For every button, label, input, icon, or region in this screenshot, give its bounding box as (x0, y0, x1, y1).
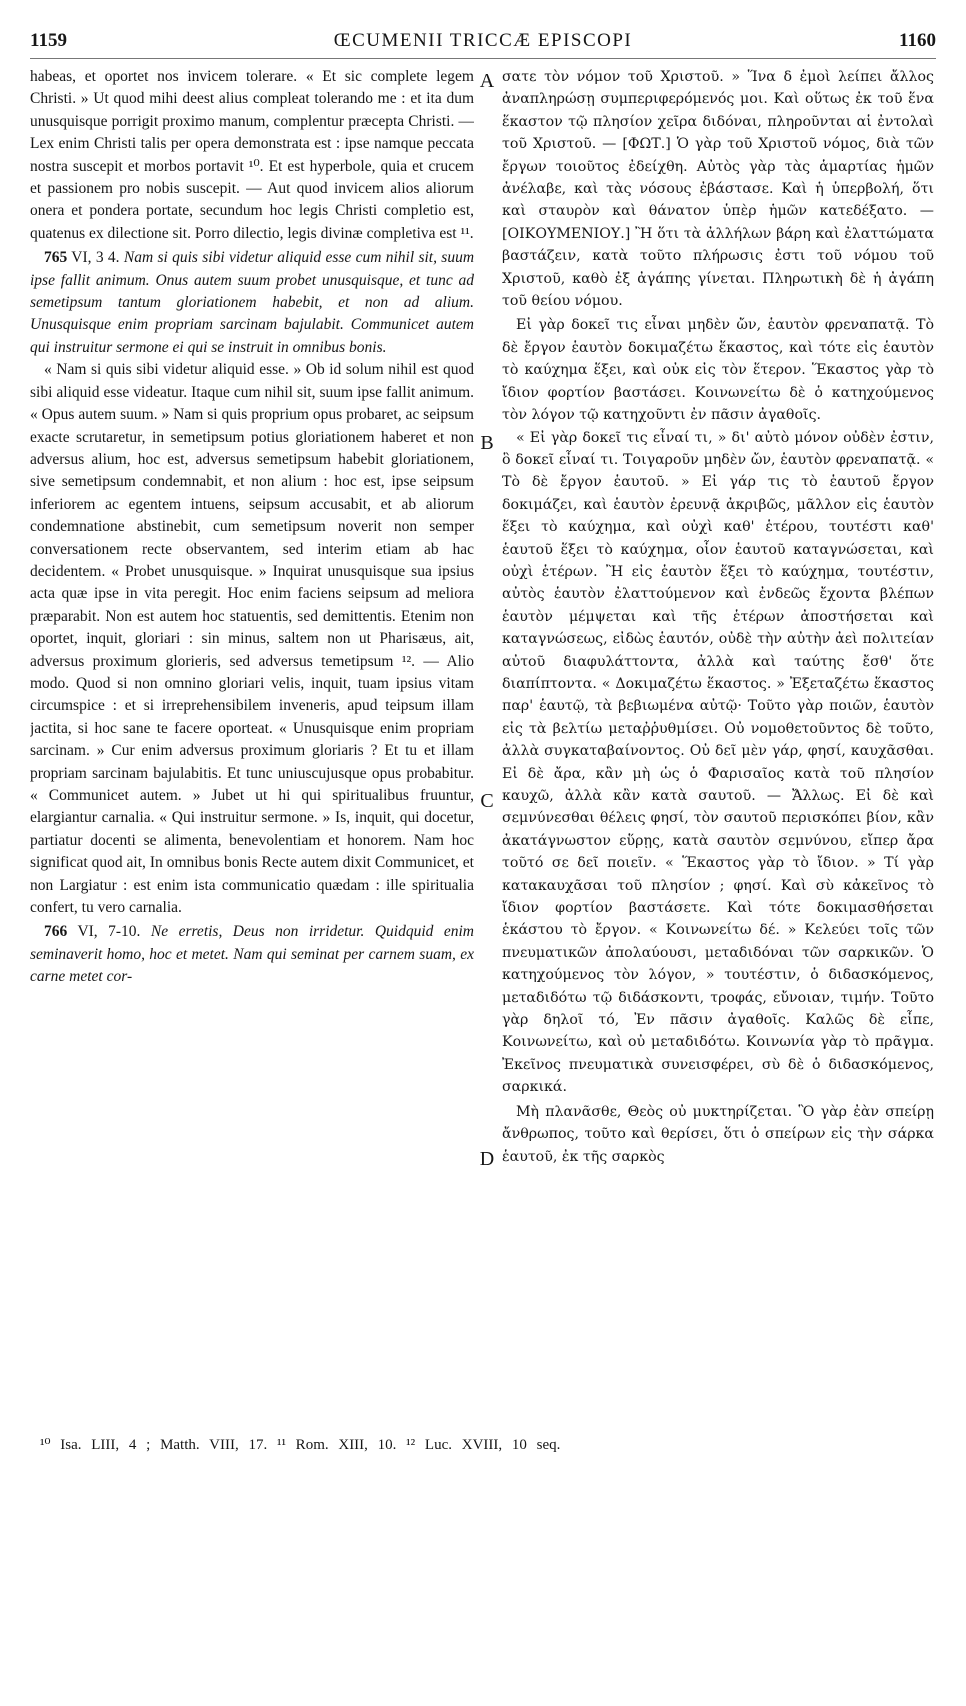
scripture-text: Ne erretis, Deus non irridetur. Quidquid enim seminaverit homo, hoc et metet. Nam qui seminat per carnem suam, ex carne metet cor- (30, 923, 474, 986)
margin-marker-d: D (479, 1148, 495, 1170)
latin-section-766 (30, 921, 474, 988)
page-number-right: 1160 (899, 30, 936, 51)
greek-paragraph-4: Μὴ πλανᾶσθε, Θεὸς οὐ μυκτηρίζεται. Ὃ γὰρ ἐὰν σπείρῃ ἄνθρωπος, τοῦτο καὶ θερίσει, ὅτι ὁ σπείρων εἰς τὴν σάρκα ἑαυτοῦ, ἐκ τῆς σαρκὸς (502, 1103, 934, 1165)
scripture-text: Nam si quis sibi videtur aliquid esse cum nihil sit, suum ipse fallit animum. Onus autem suum probet unusquisque, et tunc ad semetipsum tantum gloriationem habebit, et non ad alium. Unusquisque enim propriam sarcinam bajulabit. Communicet autem qui instruitur sermone ei qui se instruit in omnibus bonis. (30, 249, 474, 356)
latin-paragraph-1: habeas, et oportet nos invicem tolerare. « Et sic complete legem Christi. » Ut quod mihi deest alius compleat tolerando me : et ita dum unusquisque porrigit proximo manum, complentur præcepta Christi. — Lex enim Christi talis per opera demonstrata est : ipse namque peccata nostra suscepit et morbos portavit ¹⁰. Et est hyperbole, quia et crucem et passionem pro nobis suscepit. — Aut quod invicem alios aliorum onera et pondera portate, secundum hoc legis Christi completio est, quatenus ex dilectione sit. Porro dilectio, legis divinæ completiva est ¹¹. (30, 68, 474, 242)
section-number: 766 (44, 923, 68, 941)
latin-section-765 (30, 247, 474, 359)
footnotes: ¹⁰ Isa. LIII, 4 ; Matth. VIII, 17. ¹¹ Rom. XIII, 10. ¹² Luc. XVIII, 10 seq. (40, 1437, 561, 1453)
greek-paragraph-2: Εἰ γὰρ δοκεῖ τις εἶναι μηδὲν ὤν, ἑαυτὸν φρεναπατᾷ. Τὸ δὲ ἔργον ἑαυτὸν δοκιμαζέτω ἕκαστος, καὶ τότε εἰς ἑαυτὸν τὸ καύχημα ἕξει, καὶ οὐκ εἰς τὸν ἕτερον. Ἕκαστος γὰρ τὸ ἴδιον φορτίον βαστάσει. Κοινωνείτω δὲ ὁ κατηχούμενος τὸν λόγον τῷ κατηχοῦντι ἐν πᾶσιν ἀγαθοῖς. (502, 317, 934, 424)
page-number-left: 1159 (30, 30, 67, 51)
greek-column (502, 66, 934, 1706)
scripture-reference: VI, 3 4. (71, 249, 120, 267)
latin-paragraph-2: « Nam si quis sibi videtur aliquid esse. » Ob id solum nihil est quod sibi aliquid esse videatur. Itaque cum nihil sit, suum ipse fallit animum. « Opus autem suum. » Nam si quis proprium opus probaret, ac seipsum exacte scrutaretur, in semetipsum potius gloriationem haberet et non adversus alium, hoc est, adversus semetipsum habebit gloriationem, sive semetipsum condemnabit, et non alium : hoc est, ipse seipsum inferiorem ac egentem intuens, seipsum accusabit, et ab aliorum condemnatione abstinebit, cum semetipsum noverit non semper conversationem recte observantem, sed interim etiam ab hac decidentem. « Probet unusquisque. » Inquirat unusquisque sua ipsius acta quæ ipse in vita peregit. Hoc enim faciens seipsum ad meliora præparabit. Non est autem hoc statuentis, sed demittentis. Etenim non oportet, inquit, gloriari : sin minus, saltem non ut Pharisæus, ait, adversus proximum glorieris, sed adversus temetipsum ¹². — Alio modo. Quod si non omnino gloriari velis, inquit, tuam ipsius vitam circumspice : et si irreprehensibilem inveneris, apud teipsum illam jactita, si hoc sane te facere oporteat. « Unusquisque enim propriam sarcinam. » Cur enim adversus proximum gloriaris ? Et tu et illam propriam sarcinam bajulabitis. Et tunc uniuscujusque opus probabitur. « Communicet autem. » Jubet ut hi qui spiritualibus fruuntur, elargiantur carnalia. « Qui instruitur sermone. » Is, inquit, qui docetur, partiatur docenti se alimenta, benevolentiam et honorem. Nam hoc significat quod ait, In omnibus bonis Recte autem dixit Communicet, et non Largiatur : est enim ista communicatio quædam : ille spiritualia confert, tu vero carnalia. (30, 361, 474, 917)
page-header (30, 30, 936, 59)
greek-paragraph-1: σατε τὸν νόμον τοῦ Χριστοῦ. » Ἵνα δ ἐμοὶ λείπει ἄλλος ἀναπληρώσῃ συμπεριφερόμενός μοι. Καὶ οὕτως ἐκ τοῦ ἕνα ἕκαστον τῷ πλησίον χεῖρα διδόναι, πληροῦνται αἱ ἐντολαὶ τοῦ Χριστοῦ. — [ΦΩΤ.] Ὁ γὰρ τοῦ Χριστοῦ νόμος, διὰ τῶν ἔργων τοιοῦτος ἐδείχθη. Αὐτὸς γὰρ τὰς ἁμαρτίας ἡμῶν ἀνέλαβε, καὶ τὰς νόσους ἐβάστασε. Καὶ ἡ ὑπερβολή, ὅτι καὶ σταυρὸν καὶ θάνατον ὑπὲρ ἡμῶν κατεδέξατο. — [ΟΙΚΟΥΜΕΝΙΟΥ.] Ἢ ὅτι τὰ ἀλλήλων βάρη καὶ ἐλαττώματα βαστάζειν, κατὰ τοῦτο πλήρωσις ἐστι τοῦ νόμου τοῦ Χριστοῦ, καθὸ ἐξ ἀγάπης γίνεται. Πληρωτικὴ δὲ ἡ ἀγάπη τοῦ θείου νόμου. (502, 69, 934, 310)
margin-marker-c: C (480, 790, 494, 812)
section-number: 765 (44, 249, 68, 267)
greek-paragraph-3: « Εἰ γὰρ δοκεῖ τις εἶναί τι, » δι' αὐτὸ μόνον οὐδὲν ἐστιν, ὃ δοκεῖ εἶναί τι. Τοιγαροῦν μηδὲν ὤν, ἑαυτὸν φρεναπατᾷ. « Τὸ δὲ ἔργον ἑαυτοῦ. » Εἰ γάρ τις τὸ ἑαυτοῦ ἔργον δοκιμάζει, καὶ ἑαυτὸν ἐρευνᾷ ἀκριβῶς, μᾶλλον εἰς ἑαυτὸν ἕξει τὸ καύχημα, καὶ οὐχὶ καθ' ἑτέρου, τουτέστι καθ' ἑαυτοῦ ἕξει τὸ καύχημα, οἷον ἑαυτοῦ καταγνώσεται, καὶ οὐχὶ ἑτέρων. Ἢ εἰς ἑαυτὸν ἕξει τὸ καύχημα, τουτέστιν, αὐτὸς ἑαυτὸν ἐλαττούμενον καὶ ἐνδεῶς ἔχοντα βλέπων ἑαυτὸν μέμψεται καὶ τῆς ἑτέρων ἀποστήσεται καὶ καταγνώσεως, εἰδὼς ἑαυτόν, οὐδὲ τὴν αὐτὴν ἀεὶ πολιτείαν αὐτοῦ διαφυλάττοντα, ἀλλὰ καὶ ταύτης ἔσθ' ὅτε διαπίπτοντα. « Δοκιμαζέτω ἕκαστος. » Ἐξεταζέτω ἕκαστος παρ' ἑαυτῷ, τὰ βεβιωμένα αὐτῷ· Τοῦτο γὰρ ποιῶν, ἑαυτὸν εἰς τὰ βελτίω μεταῤῥυθμίσει. Οὐ νομοθετοῦντος δὲ τοῦτο, ἀλλὰ συγκαταβαίνοντος. Οὐ δεῖ μὲν γάρ, φησί, καυχᾶσθαι. Εἰ δὲ ἄρα, κἂν μὴ ὡς ὁ Φαρισαῖος κατὰ τοῦ πλησίον καυχῶ, ἀλλὰ κἂν κατὰ σαυτοῦ. — Ἄλλως. Εἰ δὲ καὶ σεμνύνεσθαι θέλεις φησί, τὸν σαυτοῦ περισκόπει βίον, κἂν ἀκατάγνωστον εὕρῃς, κατὰ σαυτὸν σεμνύνου, εἴπερ ἄρα τοῦτό σε δεῖ ποιεῖν. « Ἕκαστος γὰρ τὸ ἴδιον. » Τί γὰρ κατακαυχᾶσαι τοῦ πλησίον ; φησί. Καὶ σὺ κἀκεῖνος τὸ ἴδιον φορτίον βαστάσετε. Καὶ τότε δοκιμασθήσεται ἑκάστου τὸ ἔργον. « Κοινωνείτω δέ. » Κελεύει τοῖς τῶν πνευματικῶν ἀπολαύουσι, μεταδιδόναι τῶν σαρκικῶν. Ὁ κατηχούμενος τὸν λόγον, » τουτέστιν, ὁ διδασκόμενος, μεταδιδότω τῷ διδάσκοντι, τροφάς, εὔνοιαν, τιμήν. Τοῦτο γὰρ δηλοῖ τό, Ἐν πᾶσιν ἀγαθοῖς. Καλῶς δὲ εἶπε, Κοινωνείτω, καὶ οὐ μεταδιδότω. Κοινωνία γὰρ τὸ πρᾶγμα. Ἐκεῖνος πνευματικὰ συνεισφέρει, σὺ δὲ ὁ διδασκόμενος, σαρκικά. (502, 429, 934, 1096)
margin-marker-b: B (480, 432, 494, 454)
running-title: ŒCUMENII TRICCÆ EPISCOPI (333, 30, 633, 51)
margin-marker-a: A (479, 70, 495, 92)
latin-column (30, 66, 474, 1706)
scripture-reference: VI, 7-10. (77, 923, 141, 941)
